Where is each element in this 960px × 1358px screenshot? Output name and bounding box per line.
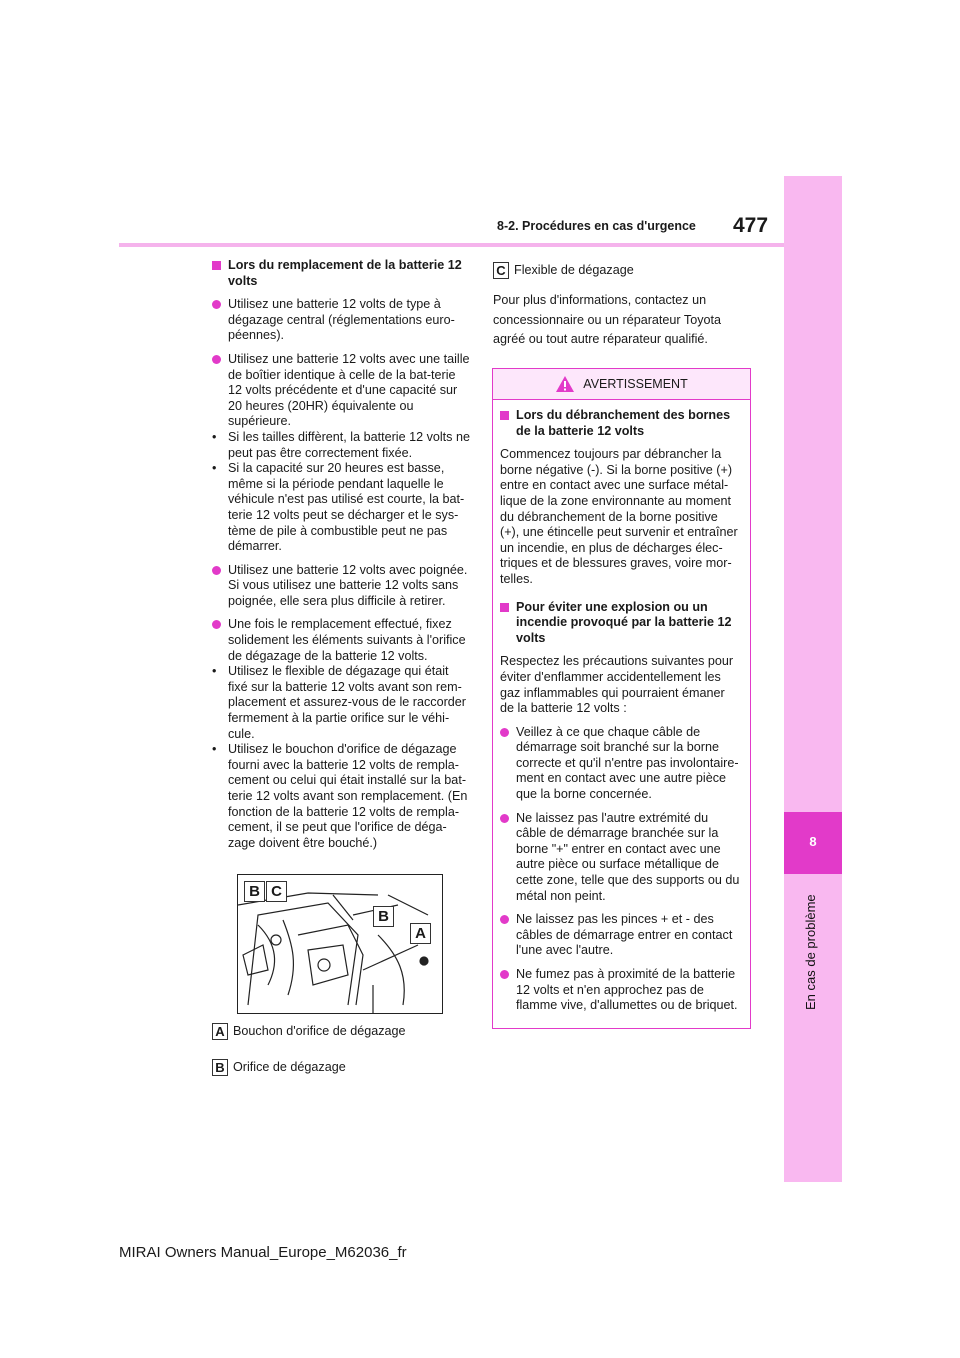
square-bullet-icon (212, 261, 221, 270)
sub-bullet (212, 664, 470, 742)
legend-text-b: Orifice de dégazage (233, 1059, 346, 1074)
warning-heading-text: Lors du débranchement des bornes de la batterie 12 volts (516, 408, 731, 438)
sub-bullet (212, 461, 470, 555)
contact-paragraph: Pour plus d'informations, contactez un concessionnaire ou un réparateur Toyota agréé ou tout autre réparateur qualifié. (493, 293, 722, 346)
warning-paragraph: Commencez toujours par débrancher la borne négative (-). Si la borne positive (+) entre en contact avec une surface métal-lique de la zone environnante au moment du débranchement de la borne positive (+), une étincelle peut survenir et entraîner un incendie, en plus de décharges élec-triques et de blessures graves, voire mor-telles. (500, 447, 738, 586)
chapter-tab-label: En cas de problème (803, 894, 818, 1010)
legend-item-b (212, 1059, 470, 1076)
bullet-item (212, 297, 470, 344)
figure-legend (212, 1023, 470, 1095)
dot-marker: • (212, 742, 217, 757)
sub-bullet (212, 430, 470, 461)
warning-bullet-text: Ne fumez pas à proximité de la batterie 12 volts et n'en approchez pas de flamme vive, d'allumettes ou de briquet. (516, 967, 738, 1013)
legend-item-a (212, 1023, 470, 1040)
legend-text-a: Bouchon d'orifice de dégazage (233, 1023, 406, 1038)
side-bar (784, 176, 842, 1182)
warning-bullet-text: Veillez à ce que chaque câble de démarrage soit branché sur la borne correcte et qu'il n'entre pas involontaire-ment en contact avec une autre pièce que la borne concernée. (516, 724, 739, 802)
callout-a: A (410, 923, 431, 944)
round-bullet-icon (212, 300, 221, 309)
sub-bullet-text: Si les tailles diffèrent, la batterie 12 volts ne peut pas être correctement fixée. (228, 429, 470, 460)
warning-box (492, 368, 751, 1029)
legend-text-c: Flexible de dégazage (514, 262, 634, 277)
warning-heading (500, 600, 740, 647)
bullet-text: Utilisez une batterie 12 volts avec poignée. Si vous utilisez une batterie 12 volts sans poignée, elle sera plus difficile à retirer. (228, 562, 468, 608)
round-bullet-icon (212, 620, 221, 629)
sub-bullet-text: Si la capacité sur 20 heures est basse, même si la période pendant laquelle le véhicule n'est pas utilisé est courte, la bat-terie 12 volts peut se décharger et le sys-tème de pile à combustible peut ne pas démarrer. (228, 461, 465, 554)
warning-bullet (500, 811, 740, 905)
bullet-text: Utilisez une batterie 12 volts avec une taille de boîtier identique à celle de la bat-terie 12 volts précédente et d'une capacité sur 20 heures (20HR) équivalente ou supérieure. (228, 351, 470, 429)
legend-item-c (493, 262, 751, 279)
warning-body (493, 400, 750, 1014)
legend-letter-c: C (493, 262, 509, 279)
left-column (212, 258, 470, 859)
callout-b: B (244, 881, 265, 902)
warning-bullet (500, 725, 740, 803)
page-footer: MIRAI Owners Manual_Europe_M62036_fr (119, 1244, 407, 1261)
sub-bullet-text: Utilisez le flexible de dégazage qui était fixé sur la batterie 12 volts avant son rem-placement et assurez-vous de le raccorder fermement à la partie orifice sur le véhi-cule. (228, 664, 466, 741)
round-bullet-icon (212, 566, 221, 575)
round-bullet-icon (500, 915, 509, 924)
right-column (493, 262, 751, 350)
dot-marker: • (212, 664, 217, 679)
header-rule (119, 243, 784, 247)
bullet-text: Utilisez une batterie 12 volts de type à dégazage central (réglementations euro-péennes). (228, 297, 455, 343)
warning-bullet (500, 912, 740, 959)
warning-heading (500, 408, 740, 439)
round-bullet-icon (500, 728, 509, 737)
square-bullet-icon (500, 603, 509, 612)
warning-bullet-text: Ne laissez pas les pinces + et - des câbles de démarrage entrer en contact l'une avec l'autre. (516, 912, 733, 958)
bullet-item (212, 563, 470, 610)
sub-bullet (212, 742, 470, 851)
warning-title: AVERTISSEMENT (583, 377, 688, 391)
chapter-title: 8-2. Procédures en cas d'urgence (497, 219, 696, 233)
legend-letter-a: A (212, 1023, 228, 1040)
callout-c: C (266, 881, 287, 902)
bullet-item (212, 617, 470, 851)
section-heading (212, 258, 470, 289)
warning-bullet (500, 967, 740, 1014)
bullet-text: Une fois le remplacement effectué, fixez solidement les éléments suivants à l'orifice de dégazage de la batterie 12 volts. (228, 617, 466, 663)
chapter-tab-number: 8 (809, 834, 817, 849)
battery-illustration (237, 874, 443, 1014)
warning-header (493, 369, 750, 400)
callout-b-vent: B (373, 906, 394, 927)
round-bullet-icon (500, 970, 509, 979)
warning-triangle-icon (555, 375, 575, 393)
warning-heading-text: Pour éviter une explosion ou un incendie provoqué par la batterie 12 volts (516, 599, 732, 645)
warning-paragraph: Respectez les précautions suivantes pour éviter d'enflammer accidentellement les gaz inflammables qui pourraient émaner de la batterie 12 volts : (500, 654, 734, 716)
page-number: 477 (733, 214, 769, 237)
dot-marker: • (212, 429, 217, 444)
legend-letter-b: B (212, 1059, 228, 1076)
warning-bullet-text: Ne laissez pas l'autre extrémité du câble de démarrage branchée sur la borne "+" entrer en contact avec une autre pièce ou surface métallique de cette zone, telle que des supports ou du métal non peint. (516, 810, 740, 903)
bullet-item (212, 352, 470, 555)
square-bullet-icon (500, 411, 509, 420)
round-bullet-icon (500, 814, 509, 823)
section-heading-text: Lors du remplacement de la batterie 12 volts (228, 258, 462, 288)
sub-bullet-text: Utilisez le bouchon d'orifice de dégazage fourni avec la batterie 12 volts de rempla-cement ou celui qui était installé sur la bat-terie 12 volts avant son remplacement. (En fonction de la batterie 12 volts de rempla-cement, il se peut que l'orifice de déga-zage doivent être bouché.) (228, 742, 468, 850)
round-bullet-icon (212, 355, 221, 364)
dot-marker: • (212, 461, 217, 476)
